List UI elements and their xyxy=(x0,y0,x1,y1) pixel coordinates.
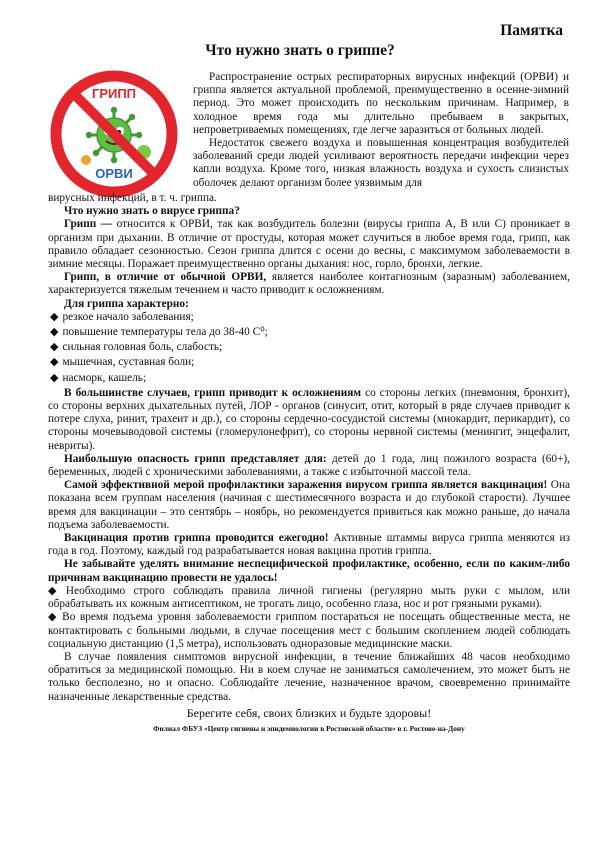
intro-paragraph-2: Недостаток свежего воздуха и повышенная концентрация возбудителей заболеваний среди людей усиливают вероятность передачи инфекции через капли воздуха. Кроме того, низкая влажность воздуха и сухость слизистых оболочек делают организм более уязвимым для xyxy=(193,137,569,189)
yearly-vaccination-description: Активные штаммы вируса гриппа меняются из года в год. Поэтому, каждый год разрабатывается новая вакцина против гриппа. xyxy=(48,532,571,558)
vaccination-description: Она показана всем группам населения (начиная с шестимесячного возраста и до глубокой старости). Лучшее время для вакцинации – это сентябрь – ноябрь, но рекомендуется привиться как можно раньше, до начала подъема заболеваемости. xyxy=(48,479,571,531)
vaccination-paragraph xyxy=(48,479,570,532)
list-item: ◆ сильная головная боль, слабость; xyxy=(50,341,223,354)
intro-paragraph-1: Распространение острых респираторных вирусных инфекций (ОРВИ) и гриппа является актуальной проблемой, преимущественно в осенне-зимний период. Это может происходить по нескольким причинам. Например, в холодное время года мы длительно пребываем в закрытых, непроветриваемых помещениях, где легче заразиться от больных людей. xyxy=(193,71,569,136)
main-content xyxy=(48,192,570,735)
hygiene-paragraph: ◆ Необходимо строго соблюдать правила личной гигиены (регулярно мыть руки с мылом, или обрабатывать их кожным антисептиком, не трогать лицо, особенно глаза, нос и рот грязными руками). xyxy=(48,584,570,611)
diamond-bullet-icon: ◆ xyxy=(48,611,59,624)
contagious-description: является наиболее контагиозным (заразным) заболеванием, характеризуется тяжелым течением и часто приводит к осложнениям. xyxy=(48,271,570,297)
diamond-bullet-icon: ◆ xyxy=(50,341,59,354)
diamond-bullet-icon: ◆ xyxy=(50,326,59,339)
symptoms-case-paragraph: В случае появления симптомов вирусной инфекции, в течение ближайших 48 часов необходимо обратиться за медицинской помощью. Ни в коем случае не заниматься самолечением, это может быть не только бесполезно, но и опасно. Соблюдайте лечение, назначенное врачом, своевременно принимайте назначенные лекарственные средства. xyxy=(48,650,570,703)
complications-term: В большинстве случаев, грипп приводит к осложнениям xyxy=(64,386,362,399)
contagious-paragraph xyxy=(48,271,570,297)
closing-line: Берегите себя, своих близких и будьте здоровы! xyxy=(186,705,432,720)
flu-term: Грипп — xyxy=(64,218,113,231)
intro-section xyxy=(193,71,569,190)
logo-arvi-text: ОРВИ xyxy=(95,166,133,181)
flu-paragraph xyxy=(48,218,570,271)
symptoms-heading: Для гриппа характерно: xyxy=(64,297,189,310)
list-item: ◆ резкое начало заболевания; xyxy=(50,310,194,323)
risk-groups-term: Наибольшую опасность грипп представляет для: xyxy=(64,452,327,465)
diamond-bullet-icon: ◆ xyxy=(50,371,59,384)
page-title: Что нужно знать о гриппе? xyxy=(205,42,395,59)
diamond-bullet-icon: ◆ xyxy=(50,356,59,369)
symptoms-list xyxy=(48,311,570,385)
logo-flu-text: ГРИПП xyxy=(91,86,137,101)
contagious-term: Грипп, в отличие от обычной ОРВИ, xyxy=(64,271,267,284)
yearly-vaccination-paragraph xyxy=(48,532,570,558)
diamond-bullet-icon: ◆ xyxy=(48,584,62,597)
diamond-bullet-icon: ◆ xyxy=(50,310,59,323)
risk-groups-paragraph xyxy=(48,453,570,479)
memo-label: Памятка xyxy=(500,22,563,39)
virus-heading: Что нужно знать о вирусе гриппа? xyxy=(64,205,240,218)
yearly-vaccination-term: Вакцинация против гриппа проводится ежегодно! xyxy=(64,532,329,545)
flu-description: относится к ОРВИ, так как возбудитель болезни (вирусы гриппа А, В или С) проникает в организм при дыхании. В отличие от простуды, которая может случиться в любое время года, грипп, как правило обладает сезонностью. Сезон гриппа длится с осени до весны, с максимумом заболеваемости в зимние месяцы. Поражает преимущественно органы дыхания: нос, горло, бронхи, легкие. xyxy=(48,218,570,271)
footer-organization: Филиал ФБУЗ «Центр гигиены и эпидемиологии в Ростовской области» в г. Ростове-на-Дону xyxy=(153,723,465,733)
nonspecific-prevention-heading: Не забывайте уделять внимание неспецифической профилактике, особенно, если по каким-либо причинам вакцинацию провести не удалось! xyxy=(48,558,570,584)
complications-description: со стороны легких (пневмония, бронхит), со стороны верхних дыхательных путей, ЛОР - органов (синусит, отит, который в ряде случаев приводит к потере слуха, ринит, трахеит и др.), со стороны сердечно-сосудистой системы (миокардит, перикардит), со стороны мочевыводовой системы (гломерулонефрит), со стороны нервной системы (менингит, энцефалит, невриты). xyxy=(48,386,571,452)
list-item: ◆ мышечная, суставная боли; xyxy=(50,356,195,369)
risk-groups-description: детей до 1 года, лиц пожилого возраста (60+), беременных, людей с хроническими заболеваниями, а также с избыточной массой тела. xyxy=(48,452,570,479)
list-item: ◆ насморк, кашель; xyxy=(50,371,147,384)
list-item: ◆ повышение температуры тела до 38-40 С⁰; xyxy=(50,326,268,339)
crowds-paragraph: ◆ Во время подъема уровня заболеваемости гриппом постараться не посещать общественные места, не контактировать с больными людьми, в случае посещения мест с большим скоплением людей соблюдать социальную дистанцию (1,5 метра), использовать одноразовые медицинские маски. xyxy=(48,611,570,650)
intro-tail: вирусных инфекций, в т. ч. гриппа. xyxy=(48,192,217,204)
flu-prohibition-logo xyxy=(48,68,180,200)
complications-paragraph xyxy=(48,387,570,453)
vaccination-term: Самой эффективной мерой профилактики заражения вирусом гриппа является вакцинация! xyxy=(64,479,548,492)
